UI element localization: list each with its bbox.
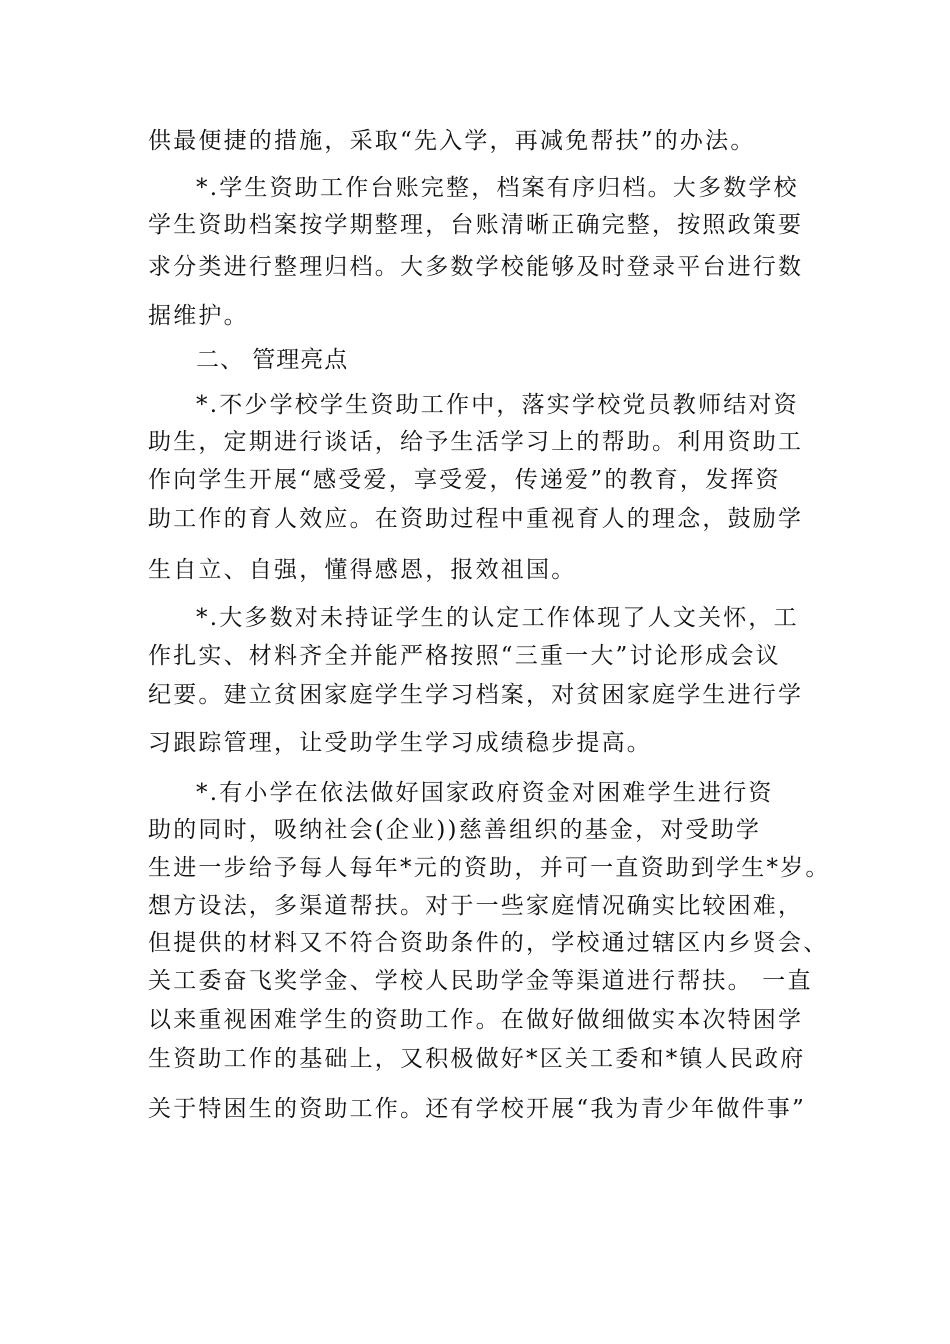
text-line: 习跟踪管理，让受助学生学习成绩稳步提高。 <box>148 730 652 756</box>
section-heading: 二、 管理亮点 <box>196 347 349 373</box>
text-line: 助生，定期进行谈话，给予生活学习上的帮助。利用资助工 <box>148 429 804 455</box>
text-line: 生进一步给予每人每年*元的资助，并可一直资助到学生*岁。 <box>148 855 831 881</box>
text-line: 关工委奋飞奖学金、学校人民助学金等渠道进行帮扶。 一直 <box>148 968 813 994</box>
text-line: 生自立、自强，懂得感恩，报效祖国。 <box>148 557 577 583</box>
text-line: *.不少学校学生资助工作中，落实学校党员教师结对资 <box>196 392 799 418</box>
text-line: 想方设法，多渠道帮扶。对于一些家庭情况确实比较困难， <box>148 893 804 919</box>
text-line: 作向学生开展“感受爱，享受爱，传递爱”的教育，发挥资 <box>148 467 781 493</box>
text-line: 生资助工作的基础上，又积极做好*区关工委和*镇人民政府 <box>148 1046 806 1072</box>
text-line: 学生资助档案按学期整理，台账清晰正确完整，按照政策要 <box>148 212 804 238</box>
text-line: 助工作的育人效应。在资助过程中重视育人的理念，鼓励学 <box>148 506 804 532</box>
text-line: 求分类进行整理归档。大多数学校能够及时登录平台进行数 <box>148 254 804 280</box>
text-line: 助的同时，吸纳社会(企业))慈善组织的基金，对受助学 <box>148 817 762 843</box>
text-line: 据维护。 <box>148 303 249 329</box>
text-line: 供最便捷的措施，采取“先入学，再减免帮扶”的办法。 <box>148 128 756 154</box>
text-line: 纪要。建立贫困家庭学生学习档案，对贫困家庭学生进行学 <box>148 682 804 708</box>
text-line: 但提供的材料又不符合资助条件的，学校通过辖区内乡贤会、 <box>148 930 829 956</box>
text-line: 以来重视困难学生的资助工作。在做好做细做实本次特困学 <box>148 1007 804 1033</box>
text-line: *.有小学在依法做好国家政府资金对困难学生进行资 <box>196 780 774 806</box>
text-line: 作扎实、材料齐全并能严格按照“三重一大”讨论形成会议 <box>148 643 781 669</box>
text-line: *.大多数对未持证学生的认定工作体现了人文关怀，工 <box>196 605 799 631</box>
text-line: 关于特困生的资助工作。还有学校开展“我为青少年做件事” <box>148 1096 806 1122</box>
text-line: *.学生资助工作台账完整，档案有序归档。大多数学校 <box>196 175 799 201</box>
